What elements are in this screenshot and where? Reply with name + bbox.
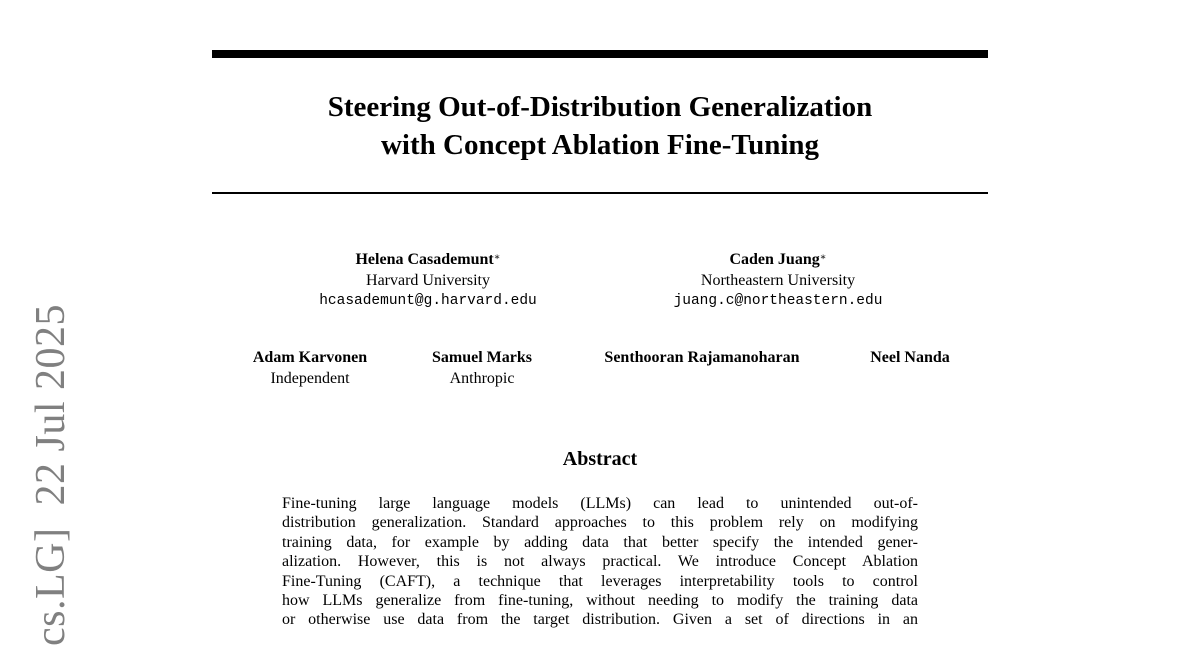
author-name: Adam Karvonen: [252, 349, 368, 366]
title-bottom-rule: [212, 192, 988, 194]
author-name: Senthooran Rajamanoharan: [604, 349, 800, 366]
author-name: Caden Juang∗: [729, 251, 827, 268]
author-caden-juang: [628, 249, 928, 312]
author-name: Samuel Marks: [432, 349, 532, 366]
arxiv-category: cs.LG]: [28, 527, 74, 646]
title-top-rule: [212, 50, 988, 58]
author-samuel-marks: [407, 347, 557, 389]
paper-title-line-2: with Concept Ablation Fine-Tuning: [380, 129, 820, 161]
abstract-line: Fine-tuning large language models (LLMs) can lead to unintended out-of-: [282, 495, 918, 512]
author-email: hcasademunt@g.harvard.edu: [319, 293, 537, 309]
author-senthooran-rajamanoharan: [572, 347, 832, 368]
abstract-line: or otherwise use data from the target distribution. Given a set of directions in an: [282, 611, 918, 629]
abstract-line: how LLMs generalize from fine-tuning, without needing to modify the training data: [282, 592, 918, 610]
abstract-line: distribution generalization. Standard approaches to this problem rely on modifying: [282, 514, 918, 532]
author-affiliation: Independent: [270, 370, 350, 387]
author-name: Helena Casademunt∗: [355, 251, 501, 268]
arxiv-date: 22 Jul 2025: [28, 304, 74, 506]
abstract-body: [282, 494, 918, 630]
author-neel-nanda: [847, 347, 973, 368]
arxiv-identifier-stamp: [28, 304, 74, 646]
author-name: Neel Nanda: [870, 349, 950, 366]
author-adam-karvonen: [230, 347, 390, 389]
abstract-line: Fine-Tuning (CAFT), a technique that leverages interpretability tools to control: [282, 572, 918, 590]
author-helena-casademunt: [278, 249, 578, 312]
author-affiliation: Harvard University: [366, 272, 490, 289]
author-email: juang.c@northeastern.edu: [673, 293, 883, 309]
equal-contribution-mark: ∗: [819, 252, 827, 263]
author-affiliation: Northeastern University: [700, 272, 856, 289]
abstract-heading: Abstract: [562, 448, 638, 470]
equal-contribution-mark: ∗: [493, 252, 501, 263]
abstract-line: training data, for example by adding data that better specify the intended gener-: [282, 533, 918, 551]
abstract-line: alization. However, this is not always practical. We introduce Concept Ablation: [282, 553, 918, 571]
paper-title: [212, 88, 988, 164]
author-affiliation: Anthropic: [449, 370, 515, 387]
paper-title-line-1: Steering Out-of-Distribution Generalization: [327, 91, 873, 123]
